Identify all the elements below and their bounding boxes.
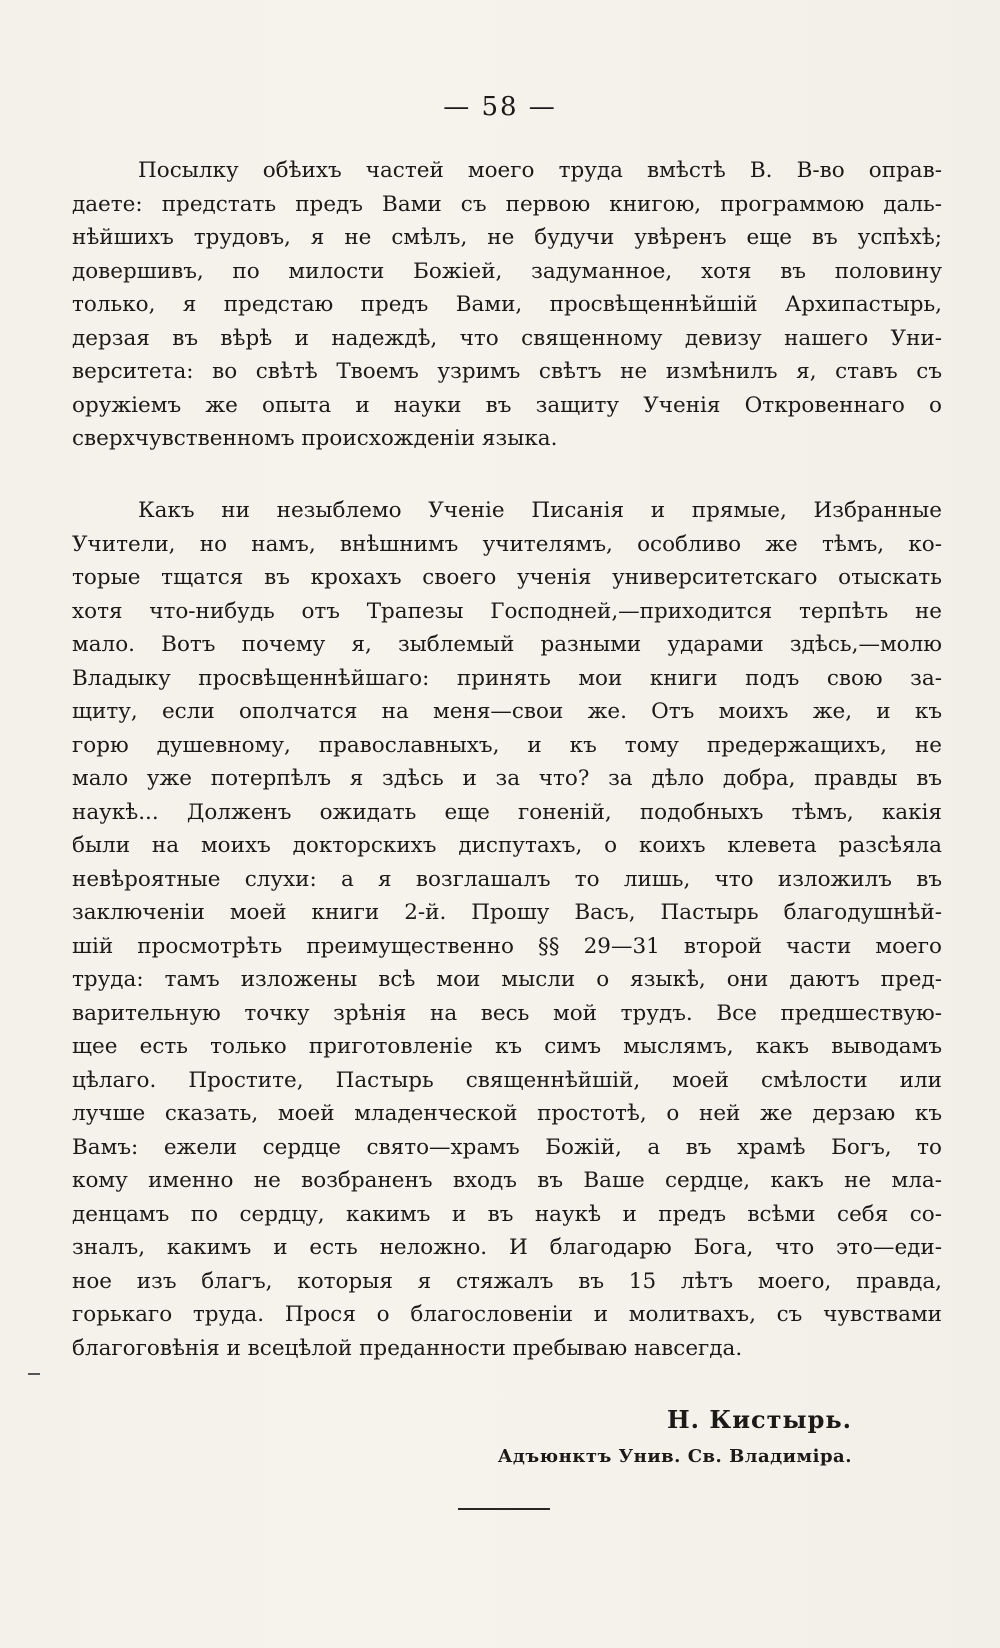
text-line: только, я предстаю предъ Вами, просвѣщеннѣйшій Архипастырь, (72, 292, 942, 317)
text-line: торые тщатся въ крохахъ своего ученія университетскаго отыскать (72, 565, 942, 590)
signature-title: Адъюнктъ Унив. Св. Владиміра. (497, 1446, 852, 1467)
text-line: труда: тамъ изложены всѣ мои мысли о языкѣ, они даютъ пред- (72, 967, 942, 992)
text-line: денцамъ по сердцу, какимъ и въ наукѣ и предъ всѣми себя со- (72, 1201, 942, 1227)
closing-rule (458, 1508, 550, 1510)
text-line: Какъ ни незыблемо Ученіе Писанія и прямые, Избранные (138, 498, 942, 523)
text-line: шій просмотрѣть преимущественно §§ 29—31 второй части моего (72, 933, 942, 959)
text-line: дерзая въ вѣрѣ и надеждѣ, что священному девизу нашего Уни- (72, 325, 942, 351)
page-number: — 58 — (443, 92, 557, 122)
text-line: Владыку просвѣщеннѣйшаго: принять мои книги подъ свою за- (72, 665, 942, 691)
text-line: щее есть только приготовленіе къ симъ мыслямъ, какъ выводамъ (72, 1034, 942, 1059)
paragraph-2 (72, 494, 942, 1365)
text-line: Посылку обѣихъ частей моего труда вмѣстѣ В. В-во оправ- (138, 158, 942, 183)
text-line: благоговѣнія и всецѣлой преданности пребываю навсегда. (72, 1335, 743, 1361)
text-line: даете: предстать предъ Вами съ первою книгою, программою даль- (72, 191, 942, 217)
text-line: варительную точку зрѣнія на весь мой трудъ. Все предшествую- (72, 1000, 942, 1026)
text-line: оружіемъ же опыта и науки въ защиту Ученія Откровеннаго о (72, 392, 942, 418)
text-line: горькаго труда. Прося о благословеніи и молитвахъ, съ чувствами (72, 1302, 942, 1327)
text-line: лучше сказать, моей младенческой простотѣ, о ней же дерзаю къ (72, 1101, 942, 1126)
text-line: нѣйшихъ трудовъ, я не смѣлъ, не будучи увѣренъ еще въ успѣхѣ; (72, 225, 942, 250)
text-line: Учители, но намъ, внѣшнимъ учителямъ, особливо же тѣмъ, ко- (72, 531, 942, 557)
text-line: мало. Вотъ почему я, зыблемый разными ударами здѣсь,—молю (72, 632, 942, 657)
text-line: ное изъ благъ, которыя я стяжалъ въ 15 лѣтъ моего, правда, (72, 1268, 942, 1294)
text-line: горю душевному, православныхъ, и къ тому предержащихъ, не (72, 732, 942, 758)
text-line: верситета: во свѣтѣ Твоемъ узримъ свѣтъ не измѣнилъ я, ставъ съ (72, 359, 942, 384)
text-line: были на моихъ докторскихъ диспутахъ, о коихъ клевета разсѣяла (72, 833, 942, 858)
text-line: наукѣ... Долженъ ожидать еще гоненій, подобныхъ тѣмъ, какія (72, 799, 942, 825)
paragraph-1 (72, 154, 942, 456)
text-line: цѣлаго. Простите, Пастырь священнѣйшій, моей смѣлости или (72, 1067, 942, 1093)
margin-mark (28, 1373, 40, 1375)
text-line: довершивъ, по милости Божіей, задуманное, хотя въ половину (72, 258, 942, 284)
text-line: щиту, если ополчатся на меня—свои же. Отъ моихъ же, и къ (72, 699, 942, 724)
signature-name: Н. Кистырь. (667, 1405, 852, 1434)
text-line: хотя что-нибудь отъ Трапезы Господней,—приходится терпѣть не (72, 598, 942, 624)
text-line: мало уже потерпѣлъ я здѣсь и за что? за дѣло добра, правды въ (72, 766, 942, 791)
text-line: невѣроятные слухи: а я возглашалъ то лишь, что изложилъ въ (72, 866, 942, 892)
text-line: заключеніи моей книги 2-й. Прошу Васъ, Пастырь благодушнѣй- (72, 900, 942, 925)
text-line: Вамъ: ежели сердце свято—храмъ Божій, а въ храмѣ Богъ, то (72, 1134, 942, 1160)
text-line: кому именно не возбраненъ входъ въ Ваше сердце, какъ не мла- (72, 1168, 942, 1193)
text-line: зналъ, какимъ и есть неложно. И благодарю Бога, что это—еди- (72, 1235, 942, 1260)
text-line: сверхчувственномъ происхожденіи языка. (72, 426, 558, 451)
